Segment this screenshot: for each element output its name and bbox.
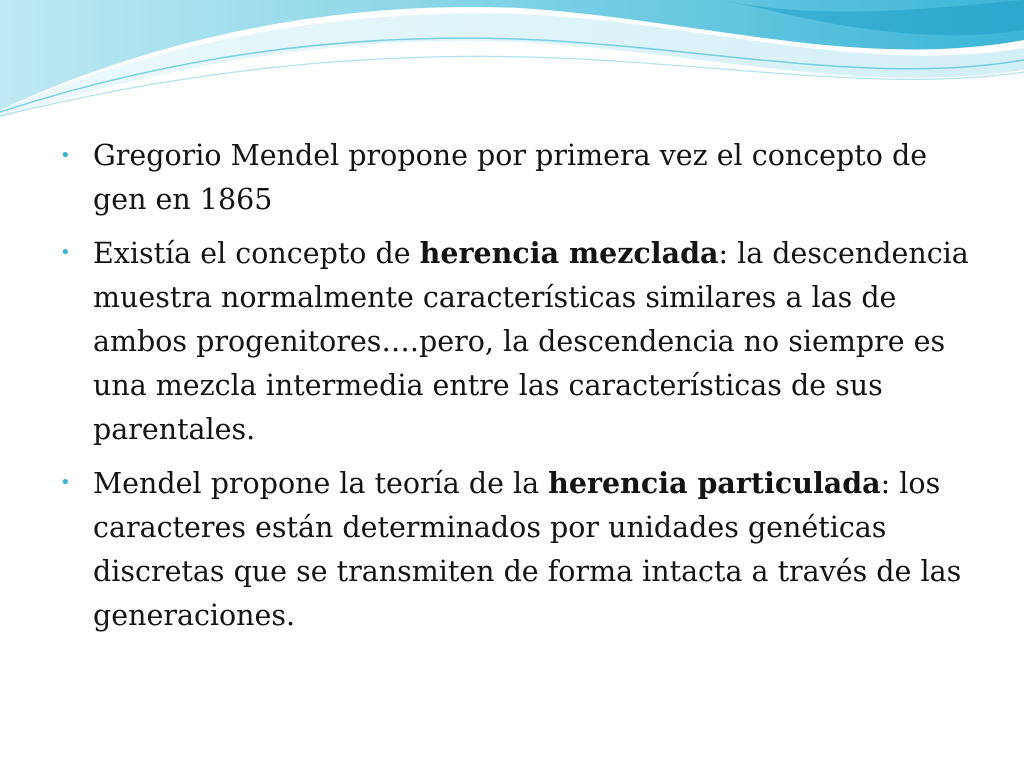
bullet-list	[56, 134, 976, 647]
bullet-icon: •	[60, 145, 71, 166]
bullet-item	[56, 461, 976, 638]
bold-term: herencia mezclada	[419, 236, 719, 270]
text-run: Gregorio Mendel propone por primera vez el concepto de gen en 1865	[93, 139, 928, 216]
bullet-icon: •	[60, 472, 71, 493]
bold-term: herencia particulada	[548, 466, 881, 500]
bullet-icon: •	[60, 242, 71, 263]
bullet-text	[93, 237, 969, 446]
text-run: Existía el concepto de	[93, 237, 420, 270]
bullet-text	[93, 139, 927, 216]
bullet-item	[56, 134, 976, 222]
decorative-wave-banner	[0, 0, 1024, 130]
text-run: : la descendencia muestra normalmente características similares a las de ambos progenitores….pero, la descendencia no siempre es una mezcla intermedia entre las características de sus parentales.	[93, 237, 969, 446]
text-run: : los caracteres están determinados por unidades genéticas discretas que se transmiten de forma intacta a través de las generaciones.	[93, 467, 962, 632]
bullet-item	[56, 231, 976, 452]
bullet-text	[93, 467, 961, 632]
text-run: Mendel propone la teoría de la	[93, 467, 549, 500]
